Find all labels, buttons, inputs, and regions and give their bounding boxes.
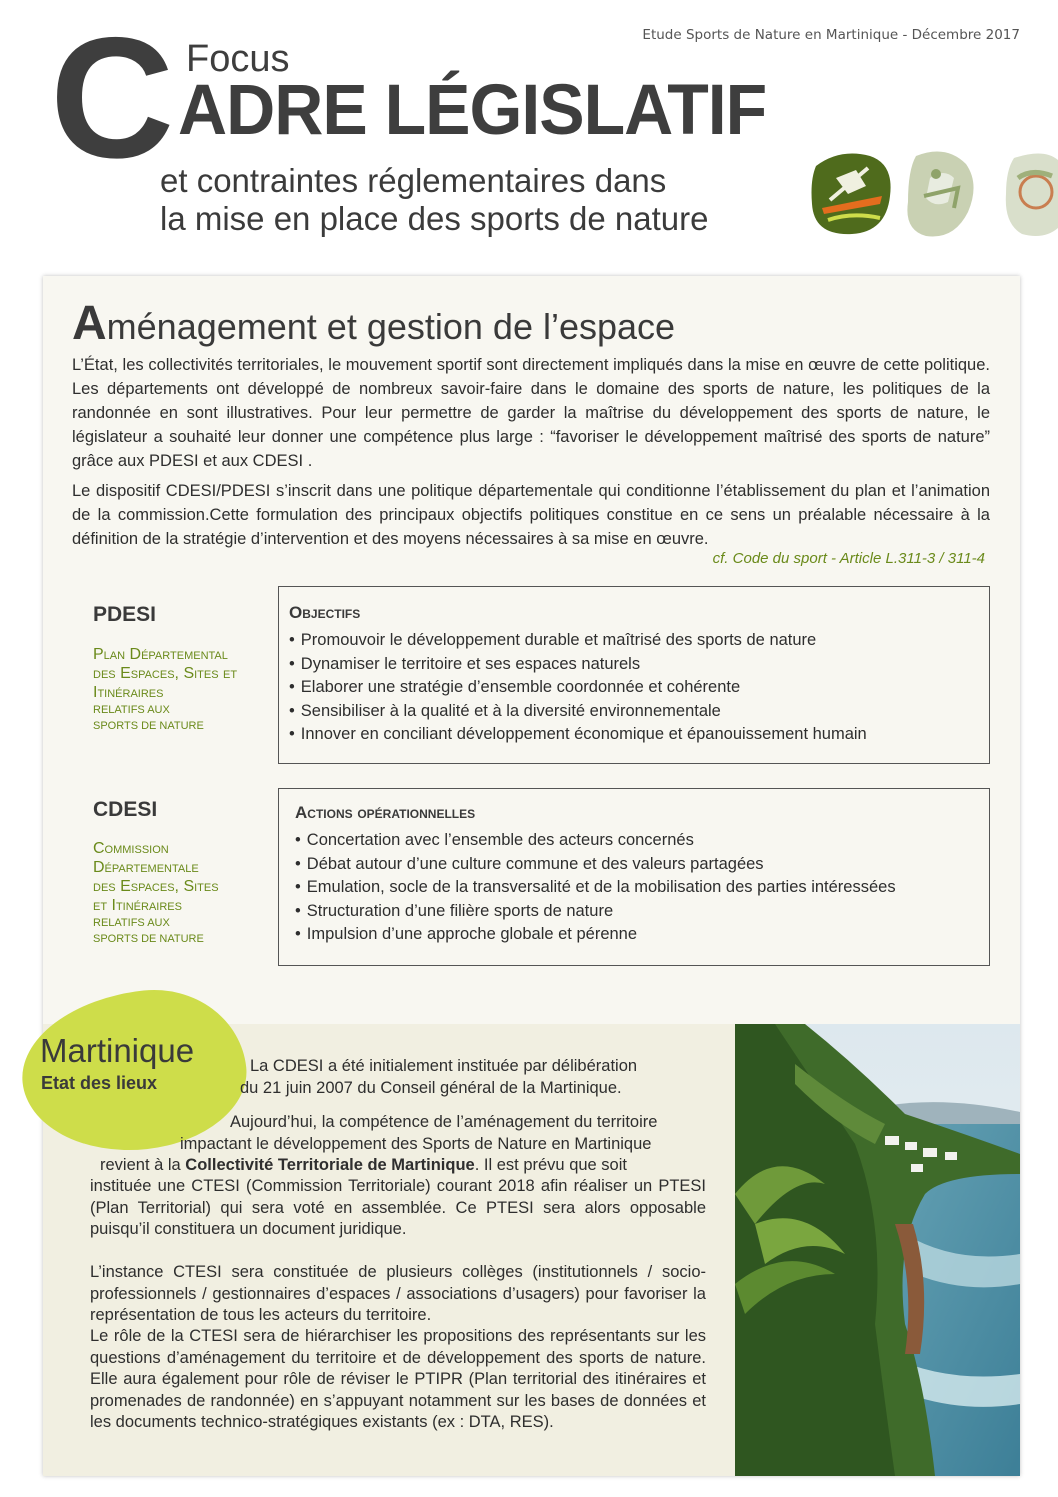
definition-line: Départementale [93,859,199,876]
climbing-logo-icon [907,152,973,237]
focus-label: Focus [186,38,290,80]
legal-citation: cf. Code du sport - Article L.311-3 / 311-4 [712,550,985,567]
definition-small: SPORTS DE NATURE [93,933,204,945]
pdesi-definition [93,645,273,734]
actions-box [278,788,990,966]
list-item: • Structuration d’une filière sports de nature [295,900,989,924]
martinique-paragraph: L’instance CTESI sera constituée de plusieurs collèges (institutionnels / socio-professionnels / gestionnaires d’espaces / associations d’usagers) pour favoriser la représentation de tous les acteurs du territoire. [90,1263,706,1324]
martinique-title: Martinique [40,1032,195,1069]
definition-small: RELATIFS AUX [93,917,170,929]
list-item: • Emulation, socle de la transversalité et de la mobilisation des parties intéressées [295,876,989,900]
list-item: • Concertation avec l’ensemble des acteurs concernés [295,829,989,853]
text-line: du 21 juin 2007 du Conseil général de la Martinique. [240,1078,622,1097]
cdesi-acronym: CDESI [93,798,158,821]
list-item: • Dynamiser le territoire et ses espaces naturels [289,653,989,677]
definition-line: Commission [93,840,169,857]
martinique-paragraph: instituée une CTESI (Commission Territoriale) courant 2018 afin réaliser un PTESI (Plan Territorial) qui sera voté en assemblée. Ce PTESI sera alors opposable puisqu’il constituera un document juridique. [90,1177,706,1238]
list-item: • Innover en conciliant développement économique et épanouissement humain [289,723,989,747]
section-title [72,296,675,351]
section-title-initial: A [72,297,107,350]
page-title: ADRE LÉGISLATIF [178,70,767,150]
text-span: revient à la [100,1156,186,1174]
definition-line: des Espaces, Sites [93,878,219,895]
objectives-title: Objectifs [289,603,361,622]
document-header-note: Etude Sports de Nature en Martinique - Décembre 2017 [642,27,1020,43]
sport-logos [808,148,1058,240]
subtitle-line: et contraintes réglementaires dans [160,162,667,199]
canoe-logo-icon [812,154,891,235]
page-subtitle [160,162,708,238]
objectives-list [289,629,989,747]
text-line: Aujourd’hui, la compétence de l’aménagement du territoire [230,1113,658,1131]
coast-photo [735,1024,1020,1476]
ctm-highlight: Collectivité Territoriale de Martinique [185,1156,475,1174]
actions-title: Actions opérationnelles [295,803,476,822]
text-line: impactant le développement des Sports de Nature en Martinique [180,1134,652,1153]
section-paragraph: L’État, les collectivités territoriales, le mouvement sportif sont directement impliqués dans la mise en œuvre de cette politique. Les départements ont développé de nombreux savoir-faire dans le domaine des sports de nature, les politiques de la randonnée en sont illustratives. Pour leur permettre de garder la maîtrise du développement des sports de nature, le législateur a souhaité leur donner une compétence plus large : “favoriser le développement maîtrisé des sports de nature” grâce aux PDESI et aux CDESI . [72,356,990,470]
martinique-paragraph [100,1112,706,1177]
list-item: • Elaborer une stratégie d’ensemble coordonnée et cohérente [289,676,989,700]
cycling-logo-icon [1006,153,1058,236]
list-item: • Sensibiliser à la qualité et à la diversité environnementale [289,700,989,724]
martinique-paragraph: Le rôle de la CTESI sera de hiérarchiser les propositions des représentants sur les questions d’aménagement du territoire et de développement des sports de nature. Elle aura également pour rôle de réviser le PTIPR (Plan territorial des itinéraires et promenades de randonnée) en s’appuyant notamment sur les bases de données et les documents technico-stratégiques existants (ex : DTA, RES). [90,1327,706,1431]
cdesi-definition [93,839,273,947]
list-item: • Impulsion d’une approche globale et pérenne [295,923,989,947]
list-item: • Débat autour d’une culture commune et des valeurs partagées [295,853,989,877]
definition-line: Plan Départemental [93,646,228,663]
definition-line: Itinéraires [93,684,164,701]
pdesi-acronym: PDESI [93,603,157,626]
text-line: La CDESI a été initialement instituée par délibération [250,1057,638,1075]
martinique-subtitle: Etat des lieux [41,1073,158,1093]
actions-list [295,829,989,947]
definition-line: des Espaces, Sites et [93,665,238,682]
section-title-text: ménagement et gestion de l’espace [106,306,676,347]
list-item: • Promouvoir le développement durable et maîtrisé des sports de nature [289,629,989,653]
subtitle-line: la mise en place des sports de nature [160,200,709,237]
definition-small: SPORTS DE NATURE [93,720,204,732]
martinique-paragraph [240,1056,706,1099]
title-initial-letter: C [50,2,171,194]
text-line [100,1155,706,1177]
objectives-box [278,586,990,764]
definition-line: et Itinéraires [93,897,182,914]
section-paragraph: Le dispositif CDESI/PDESI s’inscrit dans une politique départementale qui conditionne l’établissement du plan et l’animation de la commission.Cette formulation des principaux objectifs politiques constitue en ce sens un préalable nécessaire à la définition de la stratégie d’intervention et des moyens nécessaires à sa mise en œuvre. [72,482,990,548]
definition-small: RELATIFS AUX [93,704,170,716]
text-span: . Il est prévu que soit [474,1156,627,1174]
